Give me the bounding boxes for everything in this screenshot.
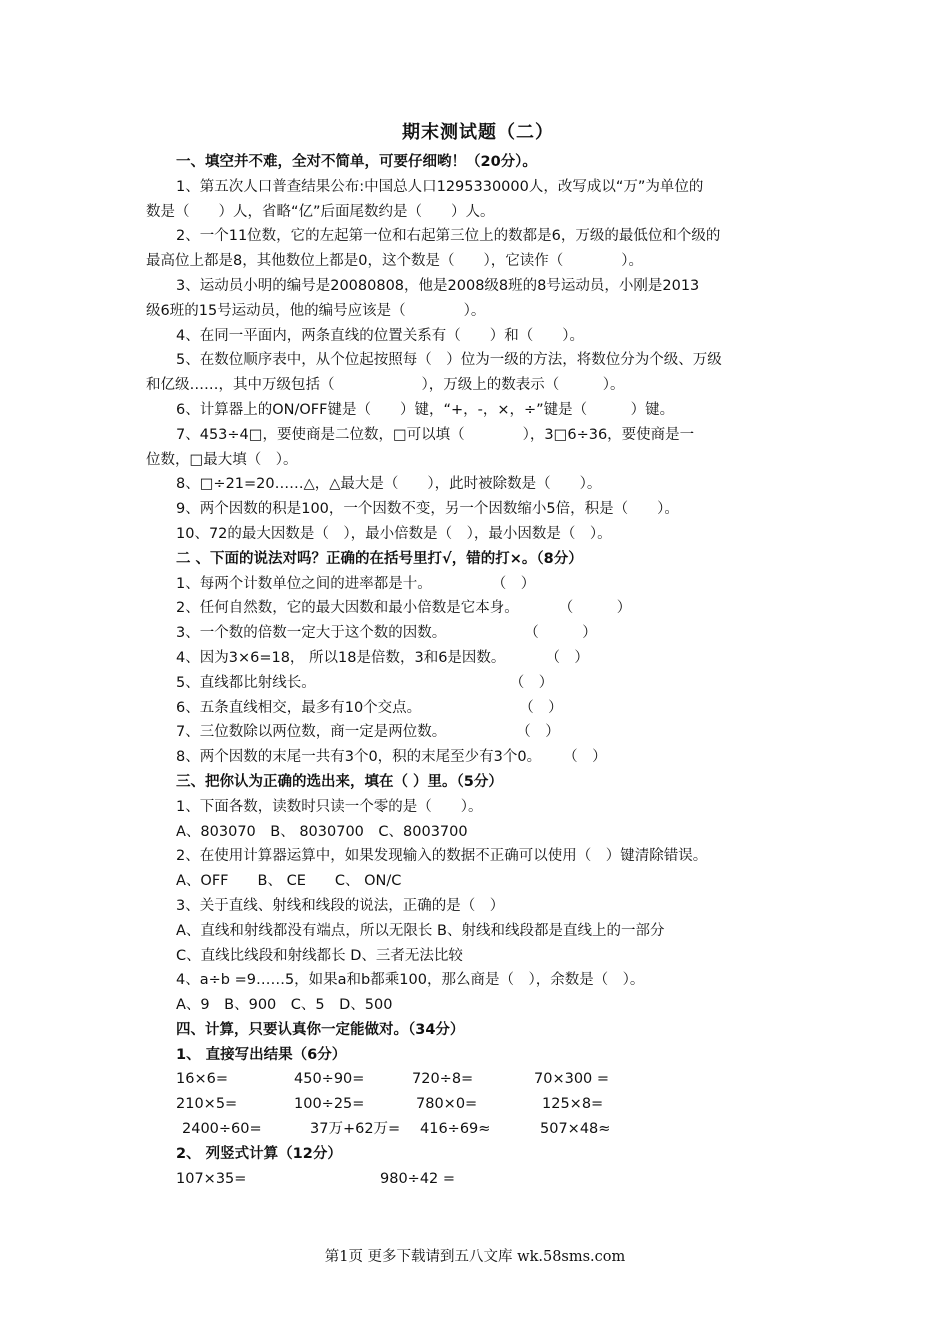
calc-sub1-heading: 1、 直接写出结果（6分） [176,1046,347,1063]
q5-line-2: 和亿级……，其中万级包括（ ），万级上的数表示（ ）。 [146,377,625,394]
calc-item: 780×0= [416,1096,478,1113]
judge-item-text: 4、因为3×6=18， 所以18是倍数，3和6是因数。 [176,649,506,666]
judge-item-text: 7、三位数除以两位数，商一定是两位数。 [176,724,447,741]
q1-line-1: 1、第五次人口普查结果公布:中国总人口1295330000人，改写成以“万”为单位的 [176,178,704,195]
calc-item: 70×300 = [534,1071,610,1088]
q3-line-2: 级6班的15号运动员，他的编号应该是（ ）。 [146,302,486,319]
judge-answer-bracket[interactable]: （ ） [519,699,563,716]
calc-item: 416÷69≈ [420,1121,491,1138]
choice-q3: 3、关于直线、射线和线段的说法，正确的是（ ） [176,897,505,914]
q6-line: 6、计算器上的ON/OFF键是（ ）键，“+，-，×，÷”键是（ ）键。 [176,401,675,418]
q7-line-2: 位数，□最大填（ ）。 [146,451,298,468]
calc-item: 450÷90= [294,1071,365,1088]
q10-line: 10、72的最大因数是（ ），最小倍数是（ ），最小因数是（ ）。 [176,525,612,542]
calc-sub2-heading: 2、 列竖式计算（12分） [176,1145,342,1162]
q4-line: 4、在同一平面内，两条直线的位置关系有（ ）和（ ）。 [176,327,584,344]
calc-row-1 [146,1067,810,1092]
calc-item: 107×35= [176,1170,247,1187]
judge-item [146,572,810,597]
q2-line-1: 2、一个11位数，它的左起第一位和右起第三位上的数都是6，万级的最低位和个级的 [176,228,721,245]
section-2-heading: 二 、下面的说法对吗？正确的在括号里打√，错的打×。（8分） [176,550,583,567]
section-4-heading: 四、计算，只要认真你一定能做对。（34分） [176,1021,465,1038]
calc-item: 980÷42 = [380,1170,456,1187]
calc-item: 125×8= [542,1096,604,1113]
judge-item-text: 8、两个因数的末尾一共有3个0，积的末尾至少有3个0。 [176,749,542,766]
choice-q3-options-2: C、直线比线段和射线都长 D、三者无法比较 [176,947,463,964]
choice-q4-options: A、9 B、900 C、5 D、500 [176,997,393,1014]
judge-list [146,572,810,770]
judge-answer-bracket[interactable]: （ ） [524,625,597,642]
page-footer: 第1页 更多下载请到五八文库 wk.58sms.com [324,1249,626,1265]
judge-answer-bracket[interactable]: （ ） [516,724,560,741]
judge-item-text: 2、任何自然数，它的最大因数和最小倍数是它本身。 [176,600,519,617]
q1-line-2: 数是（ ）人，省略“亿”后面尾数约是（ ）人。 [146,203,495,220]
calc-row-4 [146,1167,810,1192]
calc-item: 100÷25= [294,1096,365,1113]
judge-item [146,671,810,696]
choice-q1: 1、下面各数，读数时只读一个零的是（ ）。 [176,798,483,815]
q7-line-1: 7、453÷4□，要使商是二位数，□可以填（ ），3□6÷36，要使商是一 [176,426,695,443]
judge-item-text: 1、每两个计数单位之间的进率都是十。 [176,575,432,592]
judge-item-text: 3、一个数的倍数一定大于这个数的因数。 [176,625,447,642]
page-title: 期末测试题（二） [402,122,554,143]
q8-line: 8、□÷21=20……△，△最大是（ ），此时被除数是（ ）。 [176,476,602,493]
choice-q4: 4、a÷b =9……5，如果a和b都乘100，那么商是（ ），余数是（ ）。 [176,972,645,989]
calc-row-3 [146,1117,810,1142]
calc-item: 37万+62万= [310,1121,401,1138]
calc-item: 210×5= [176,1096,238,1113]
judge-item-text: 5、直线都比射线长。 [176,674,316,691]
judge-answer-bracket[interactable]: （ ） [491,575,536,592]
q9-line: 9、两个因数的积是100，一个因数不变，另一个因数缩小5倍，积是（ ）。 [176,501,679,518]
calc-item: 16×6= [176,1071,228,1088]
calc-item: 720÷8= [412,1071,474,1088]
choice-q2-options: A、OFF B、 CE C、 ON/C [176,873,402,890]
section-3-heading: 三、把你认为正确的选出来，填在（ ）里。（5分） [176,773,503,790]
section-1-heading: 一、填空并不难，全对不简单，可要仔细哟！（20分）。 [176,154,537,170]
judge-item [146,646,810,671]
calc-item: 2400÷60= [182,1121,262,1138]
q5-line-1: 5、在数位顺序表中，从个位起按照每（ ）位为一级的方法，将数位分为个级、万级 [176,352,722,369]
calc-item: 507×48≈ [540,1121,611,1138]
judge-answer-bracket[interactable]: （ ） [563,749,607,766]
q2-line-2: 最高位上都是8，其他数位上都是0，这个数是（ ），它读作（ ）。 [146,253,643,270]
judge-item [146,720,810,745]
judge-item [146,596,810,621]
judge-answer-bracket[interactable]: （ ） [509,674,554,691]
judge-answer-bracket[interactable]: （ ） [558,600,632,617]
judge-item [146,696,810,721]
judge-item [146,745,810,770]
choice-q1-options: A、803070 B、 8030700 C、8003700 [176,823,468,840]
judge-item [146,621,810,646]
judge-answer-bracket[interactable]: （ ） [545,649,589,666]
choice-q2: 2、在使用计算器运算中，如果发现输入的数据不正确可以使用（ ）键清除错误。 [176,848,708,865]
calc-row-2 [146,1092,810,1117]
q3-line-1: 3、运动员小明的编号是20080808，他是2008级8班的8号运动员，小刚是2013 [176,277,700,294]
judge-item-text: 6、五条直线相交，最多有10个交点。 [176,699,422,716]
choice-q3-options-1: A、直线和射线都没有端点，所以无限长 B、射线和线段都是直线上的一部分 [176,922,665,939]
exam-page [146,118,810,1191]
